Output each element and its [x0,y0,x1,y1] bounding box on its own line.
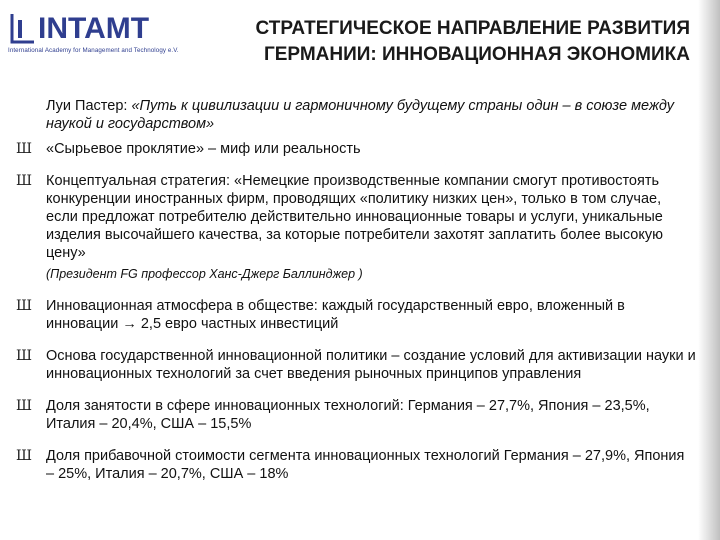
bullet-marker: Ш [16,448,32,464]
bullet-marker: Ш [16,298,32,314]
bullet-marker: Ш [16,398,32,414]
list-item [16,172,696,283]
logo [8,10,208,58]
list-item-text: Доля занятости в сфере инновационных технологий: Германия – 27,7%, Япония – 23,5%, Италия – 20,4%, США – 15,5% [46,398,650,432]
title-line-1: СТРАТЕГИЧЕСКОЕ НАПРАВЛЕНИЕ РАЗВИТИЯ [255,18,690,39]
page-title [210,16,690,68]
list-item-text: Доля прибавочной стоимости сегмента инновационных технологий Германия – 27,9%, Япония – 25%, Италия – 20,7%, США – 18% [46,448,685,482]
bullet-list [16,140,696,483]
list-item [16,397,696,433]
list-item-text: Основа государственной инновационной политики – создание условий для активизации науки и инновационных технологий за счет введения рыночных принципов управления [46,348,696,382]
bullet-marker: Ш [16,348,32,364]
quote-text: «Путь к цивилизации и гармоничному будущему страны один – в союзе между наукой и государством» [46,98,675,132]
list-item-text: Концептуальная стратегия: «Немецкие производственные компании смогут противостоять конкуренции иностранных фирм, проводящих «политику низких цен», только в том случае, если предложат потребителю действительно инновационные товары и услуги, уникальные изделия высочайшего качества, за которые потребители захотят заплатить более высокую цену» [46,173,663,261]
list-item-text: Инновационная атмосфера в обществе: каждый государственный евро, вложенный в инновации → 2,5 евро частных инвестиций [46,298,625,332]
right-edge-shadow [698,0,720,540]
list-item [16,297,696,333]
quote-author: Луи Пастер: [46,98,132,114]
list-item-note: (Президент FG профессор Ханс-Джерг Баллинджер ) [46,267,363,281]
logo-name: INTAMT [38,12,150,45]
bullet-marker: Ш [16,141,32,157]
bullet-marker: Ш [16,173,32,189]
logo-subtitle: International Academy for Management and Technology e.V. [8,47,179,54]
logo-mark-icon [8,10,38,46]
list-item [16,347,696,383]
list-item [16,140,696,158]
title-line-2: ГЕРМАНИИ: ИННОВАЦИОННАЯ ЭКОНОМИКА [263,44,690,65]
list-item [16,447,696,483]
pasteur-quote [46,97,686,133]
list-item-text: «Сырьевое проклятие» – миф или реальность [46,141,361,157]
